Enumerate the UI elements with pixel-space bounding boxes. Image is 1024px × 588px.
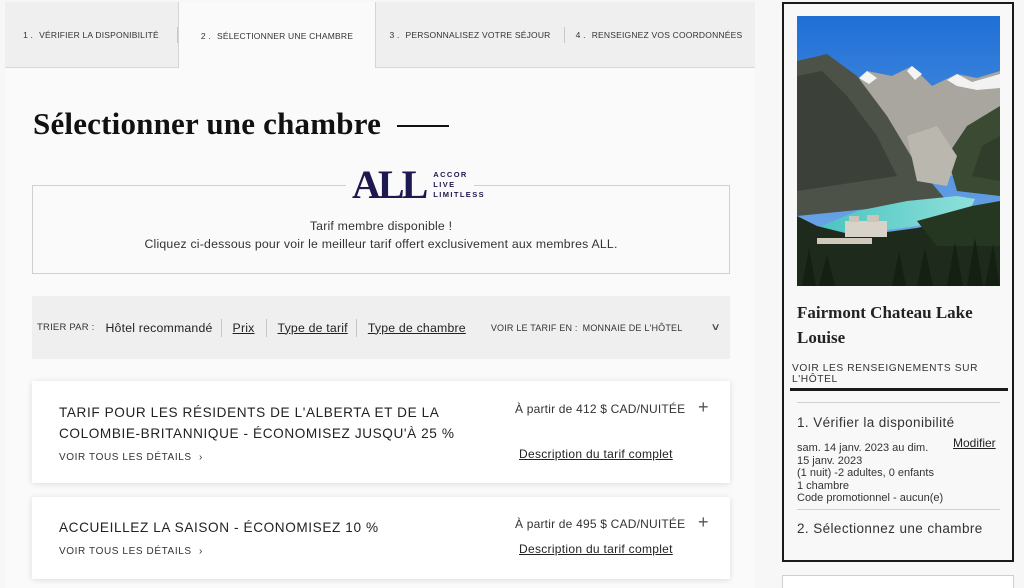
plus-icon[interactable]: + (698, 397, 709, 417)
rate-card[interactable] (32, 381, 730, 483)
sort-label: TRIER PAR : (37, 322, 95, 333)
step-number: 2 . (200, 30, 211, 41)
stay-dates: sam. 14 janv. 2023 au dim. (797, 442, 929, 454)
hotel-photo (797, 16, 1000, 286)
secondary-panel (782, 575, 1014, 588)
step-label: RENSEIGNEZ VOS COORDONNÉES (591, 30, 743, 40)
step-number: 4 . (575, 30, 586, 40)
promo-code: Code promotionnel - aucun(e) (797, 492, 944, 504)
stay-rooms: 1 chambre (797, 479, 849, 492)
rate-card[interactable] (32, 497, 730, 579)
currency-value: MONNAIE DE L'HÔTEL (582, 322, 683, 333)
step-select-room[interactable] (178, 2, 376, 69)
stay-summary (797, 442, 943, 505)
rate-title: TARIF POUR LES RÉSIDENTS DE L'ALBERTA ET DE LA COLOMBIE-BRITANNIQUE - ÉCONOMISEZ JUSQU'À 25 % (59, 405, 455, 441)
rate-details-link[interactable] (59, 452, 203, 463)
member-rate-text (33, 217, 729, 253)
hotel-info-link[interactable]: VOIR LES RENSEIGNEMENTS SUR L'HÔTEL (790, 363, 1008, 391)
member-rate-banner[interactable] (32, 162, 730, 274)
chevron-right-icon: › (199, 546, 203, 557)
step-contact-details[interactable] (565, 2, 753, 68)
step-check-availability[interactable] (5, 2, 177, 68)
step-label: PERSONNALISEZ VOTRE SÉJOUR (405, 30, 551, 40)
main-content (5, 68, 755, 588)
step-label: SÉLECTIONNER UNE CHAMBRE (216, 30, 354, 41)
booking-steps (5, 2, 755, 68)
rate-description-link[interactable]: Description du tarif complet (519, 447, 673, 461)
hotel-photo-illustration (797, 16, 1000, 286)
hotel-name: Fairmont Chateau Lake Louise (797, 303, 973, 347)
chevron-down-icon: ∨ (710, 322, 722, 333)
modify-link[interactable]: Modifier (953, 436, 996, 450)
plus-icon[interactable]: + (698, 512, 709, 532)
summary-step-availability: 1. Vérifier la disponibilité (797, 415, 955, 430)
currency-label: VOIR LE TARIF EN : (490, 322, 578, 333)
stay-guests: (1 nuit) -2 adultes, 0 enfants (797, 467, 934, 479)
all-logo-tagline (433, 170, 485, 200)
booking-summary-sidebar (782, 2, 1014, 562)
sidebar-divider (797, 509, 1000, 510)
all-accor-logo (346, 162, 486, 207)
sidebar-divider (797, 402, 1000, 403)
step-number: 1 . (23, 30, 34, 40)
rate-description-link[interactable]: Description du tarif complet (519, 542, 673, 556)
member-rate-description: Cliquez ci-dessous pour voir le meilleur tarif offert exclusivement aux membres ALL. (144, 237, 618, 251)
sort-option-price[interactable]: Prix (232, 320, 255, 335)
step-number: 3 . (389, 30, 400, 40)
rate-title: ACCUEILLEZ LA SAISON - ÉCONOMISEZ 10 % (59, 520, 379, 535)
rate-details-link[interactable] (59, 546, 203, 557)
currency-selector[interactable] (491, 322, 720, 333)
chevron-right-icon: › (199, 452, 203, 463)
rate-price: À partir de 495 $ CAD/NUITÉE (515, 517, 686, 531)
logo-line: LIVE (433, 180, 456, 189)
all-logo-mark: ALL (352, 162, 426, 207)
rate-details-label: VOIR TOUS LES DÉTAILS (59, 546, 192, 557)
page-title (33, 106, 449, 142)
step-label: VÉRIFIER LA DISPONIBILITÉ (39, 30, 159, 40)
sort-option-recommended[interactable]: Hôtel recommandé (105, 320, 213, 335)
summary-step-select-room: 2. Sélectionnez une chambre (797, 521, 983, 536)
sort-option-room-type[interactable]: Type de chambre (367, 320, 466, 335)
member-rate-headline: Tarif membre disponible ! (309, 219, 453, 233)
sort-option-rate-type[interactable]: Type de tarif (277, 320, 348, 335)
rate-details-label: VOIR TOUS LES DÉTAILS (59, 452, 192, 463)
title-decoration-line (397, 125, 449, 127)
rate-price: À partir de 412 $ CAD/NUITÉE (515, 402, 686, 416)
logo-line: ACCOR (433, 170, 468, 179)
step-customize-stay[interactable] (376, 2, 564, 68)
logo-line: LIMITLESS (433, 190, 486, 199)
page-title-text: Sélectionner une chambre (33, 106, 382, 141)
stay-dates: 15 janv. 2023 (797, 454, 863, 467)
sort-bar (32, 296, 730, 359)
